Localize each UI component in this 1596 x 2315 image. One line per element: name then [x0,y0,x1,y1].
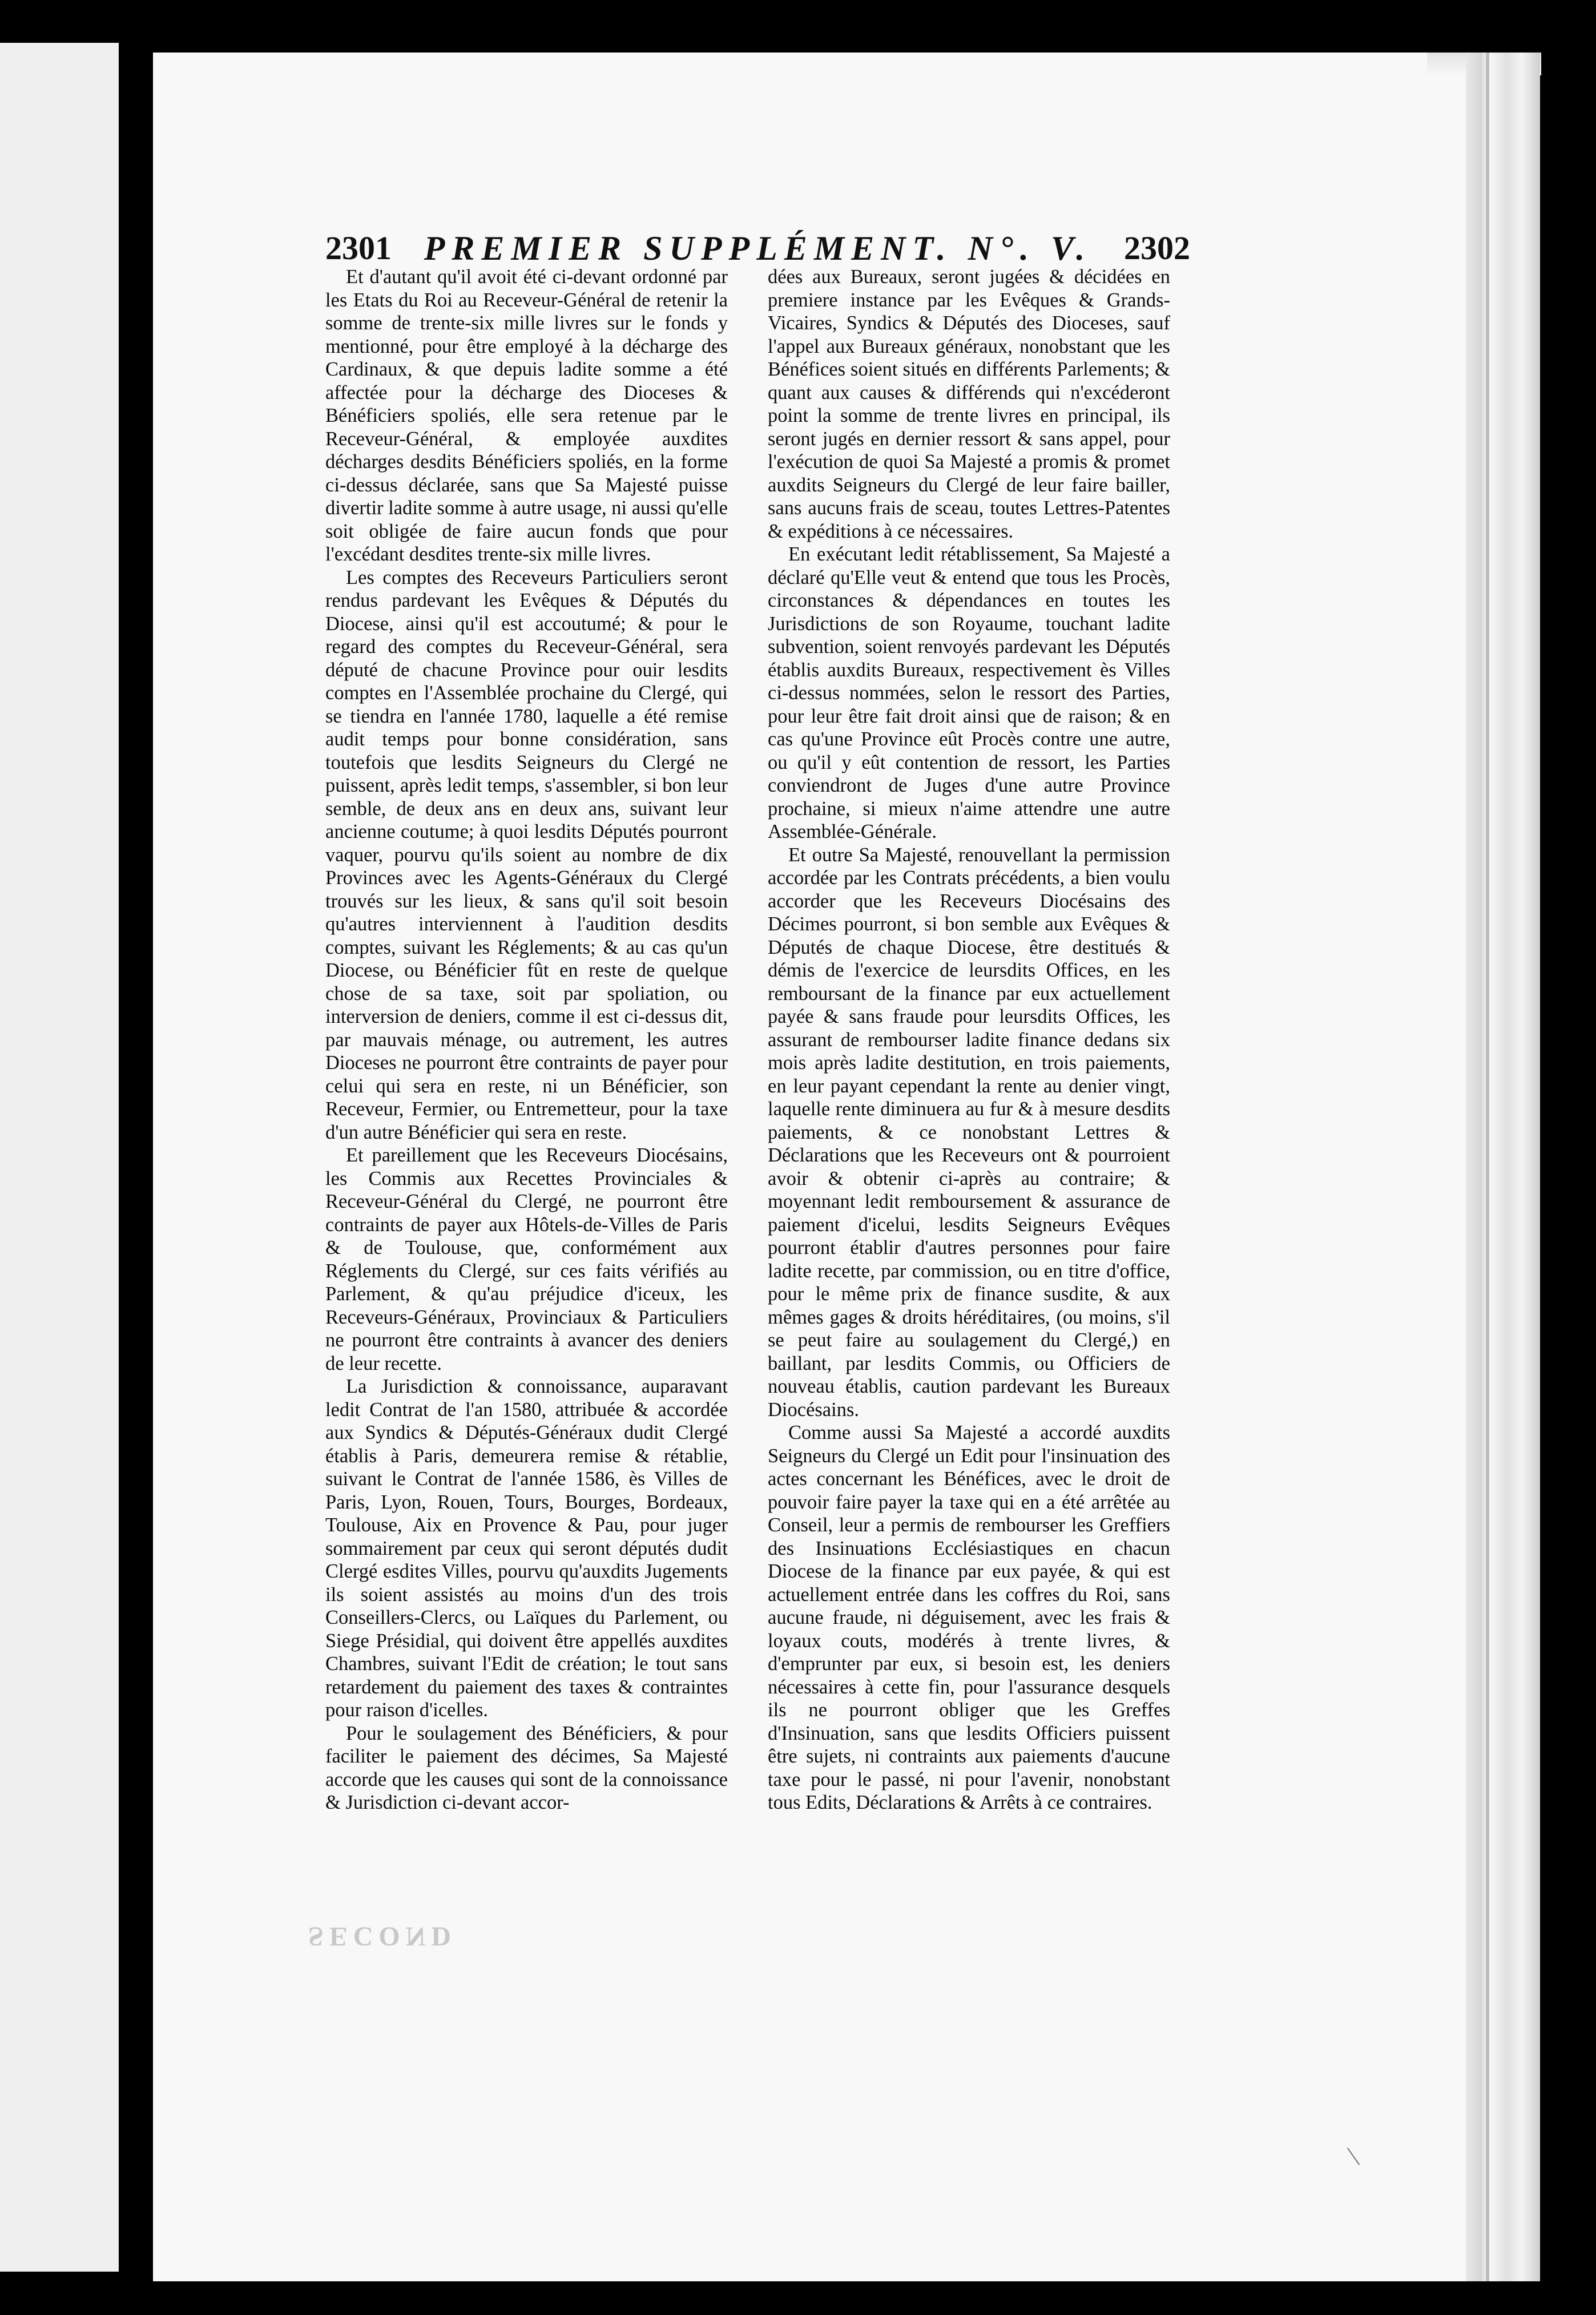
paragraph: La Jurisdiction & connoissance, auparavant ledit Contrat de l'an 1580, attribuée & accordée aux Syndics & Députés-Généraux dudit Clergé établis à Paris, demeurera remise & rétablie, suivant le Contrat de l'année 1586, ès Villes de Paris, Lyon, Rouen, Tours, Bourges, Bordeaux, Toulouse, Aix en Provence & Pau, pour juger sommairement par ceux qui seront députés dudit Clergé esdites Villes, pourvu qu'auxdits Jugements ils soient assistés au moins d'un des trois Conseillers-Clercs, ou Laïques du Parlement, ou Siege Présidial, qui doivent être appellés auxdites Chambres, suivant l'Edit de création; le tout sans retardement du paiement des taxes & contraintes pour raison d'icelles. [325,1376,728,1721]
page-number-right: 2302 [1124,229,1190,267]
page-number-left: 2301 [325,229,392,267]
paragraph: Les comptes des Receveurs Particuliers seront rendus pardevant les Evêques & Députés du Diocese, ainsi qu'il est accoutumé; & pour le regard des comptes du Receveur-Général, sera député de chacune Province pour ouir lesdits comptes en l'Assemblée prochaine du Clergé, qui se tiendra en l'année 1780, laquelle a été remise audit temps pour bonne considération, sans toutefois que lesdits Seigneurs du Clergé ne puissent, après ledit temps, s'assembler, si bon leur semble, de deux ans en deux ans, suivant leur ancienne coutume; à quoi lesdits Députés pourront vaquer, pourvu qu'ils soient au nombre de dix Provinces avec les Agents-Généraux du Clergé trouvés sur les lieux, & sans qu'il soit besoin qu'autres interviennent à l'audition desdits comptes, suivant les Réglements; & au cas qu'un Diocese, ou Bénéficier fût en reste de quelque chose de sa taxe, soit par spoliation, ou interversion de deniers, comme il est ci-dessus dit, par mauvais ménage, ou autrement, les autres Dioceses ne pourront être contraints de payer pour celui qui sera en reste, ni un Bénéficier, son Receveur, Fermier, ou Entremetteur, pour la taxe d'un autre Bénéficier qui sera en reste. [325,566,728,1143]
paragraph: dées aux Bureaux, seront jugées & décidées en premiere instance par les Evêques & Grands-Vicaires, Syndics & Députés des Dioceses, sauf l'appel aux Bureaux généraux, nonobstant que les Bénéfices soient situés en différents Parlements; & quant aux causes & différends qui n'excéderont point la somme de trente livres en principal, ils seront jugés en dernier ressort & sans appel, pour l'exécution de quoi Sa Majesté a promis & promet auxdits Seigneurs du Clergé de leur faire bailler, sans aucuns frais de sceau, toutes Lettres-Patentes & expéditions à ce nécessaires. [768,266,1170,542]
bleed-through-text: SECOND [308,1921,457,1951]
paragraph: Et d'autant qu'il avoit été ci-devant ordonné par les Etats du Roi au Receveur-Général de retenir la somme de trente-six mille livres sur le fonds y mentionné, pour être employé à la décharge des Cardinaux, & que depuis ladite somme a été affectée pour la décharge des Dioceses & Bénéficiers spoliés, elle sera retenue par le Receveur-Général, & employée auxdites décharges desdits Bénéficiers spoliés, en la forme ci-dessus déclarée, sans que Sa Majesté puisse divertir ladite somme à autre usage, ni aussi qu'elle soit obligée de faire aucun fonds que pour l'excédant desdites trente-six mille livres. [325,266,728,565]
paragraph: En exécutant ledit rétablissement, Sa Majesté a déclaré qu'Elle veut & entend que tous les Procès, circonstances & dépendances en toutes les Jurisdictions de son Royaume, touchant ladite subvention, soient renvoyés pardevant les Députés établis auxdits Bureaux, respectivement ès Villes ci-dessus nommées, selon le ressort des Parties, pour leur être fait droit ainsi que de raison; & en cas qu'une Province eût Procès contre une autre, ou qu'il y eût contention de ressort, les Parties conviendront de Juges d'une autre Province prochaine, si mieux n'aime attendre une autre Assemblée-Générale. [768,543,1170,842]
page-title: PREMIER SUPPLÉMENT. N°. V. [424,229,1092,267]
facing-page-strip [0,43,119,2272]
text-column-left [325,265,728,1814]
paragraph: Et outre Sa Majesté, renouvellant la permission accordée par les Contrats précédents, a bien voulu accorder que les Receveurs Diocésains des Décimes pourront, si bon semble aux Evêques & Députés de chaque Diocese, être destitués & démis de l'exercice de leursdits Offices, en les remboursant de la finance par eux actuellement payée & sans fraude pour leursdits Offices, les assurant de rembourser ladite finance dedans six mois après ladite destitution, en trois paiements, en leur payant cependant la rente au denier vingt, laquelle rente diminuera au fur & à mesure desdits paiements, & ce nonobstant Lettres & Déclarations que les Receveurs ont & pourroient avoir & obtenir ci-après au contraire; & moyennant ledit remboursement & assurance de paiement d'icelui, lesdits Seigneurs Evêques pourront établir d'autres personnes pour faire ladite recette, par commission, ou en titre d'office, pour le même prix de finance susdite, & aux mêmes gages & droits héréditaires, (ou moins, s'il se peut faire au soulagement du Clergé,) en baillant, par lesdits Commis, ou Officiers de nouveau établis, caution pardevant les Bureaux Diocésains. [768,844,1170,1421]
paragraph: Et pareillement que les Receveurs Diocésains, les Commis aux Recettes Provinciales & Receveur-Général du Clergé, ne pourront être contraints de payer aux Hôtels-de-Villes de Paris & de Toulouse, que, conformément aux Réglements du Clergé, sur ces faits vérifiés au Parlement, & qu'au préjudice d'iceux, les Receveurs-Généraux, Provinciaux & Particuliers ne pourront être contraints à avancer des deniers de leur recette. [325,1144,728,1374]
paragraph: Comme aussi Sa Majesté a accordé auxdits Seigneurs du Clergé un Edit pour l'insinuation des actes concernant les Bénéfices, avec le droit de pouvoir faire payer la taxe qui en a été arrêtée au Conseil, leur a permis de rembourser les Greffiers des Insinuations Ecclésiastiques en chacun Diocese de la finance par eux payée, & qui est actuellement entrée dans les coffres du Roi, sans aucune fraude, ni déguisement, avec les frais & loyaux couts, modérés à trente livres, & d'emprunter par eux, si besoin est, les deniers nécessaires à cette fin, pour l'assurance desquels ils ne pourront obliger que les Greffes d'Insinuation, sans que lesdits Officiers puissent être sujets, ni contraints aux paiements d'aucune taxe pour le passé, ni pour l'avenir, nonobstant tous Edits, Déclarations & Arrêts à ce contraires. [768,1422,1170,1813]
binding-gutter [119,0,153,2315]
page-edge [1466,53,1540,2281]
running-head [325,225,1190,271]
text-column-right [768,265,1170,1814]
paragraph: Pour le soulagement des Bénéficiers, & pour faciliter le paiement des décimes, Sa Majesté accorde que les causes qui sont de la connoissance & Jurisdiction ci-devant accor- [325,1722,728,1813]
